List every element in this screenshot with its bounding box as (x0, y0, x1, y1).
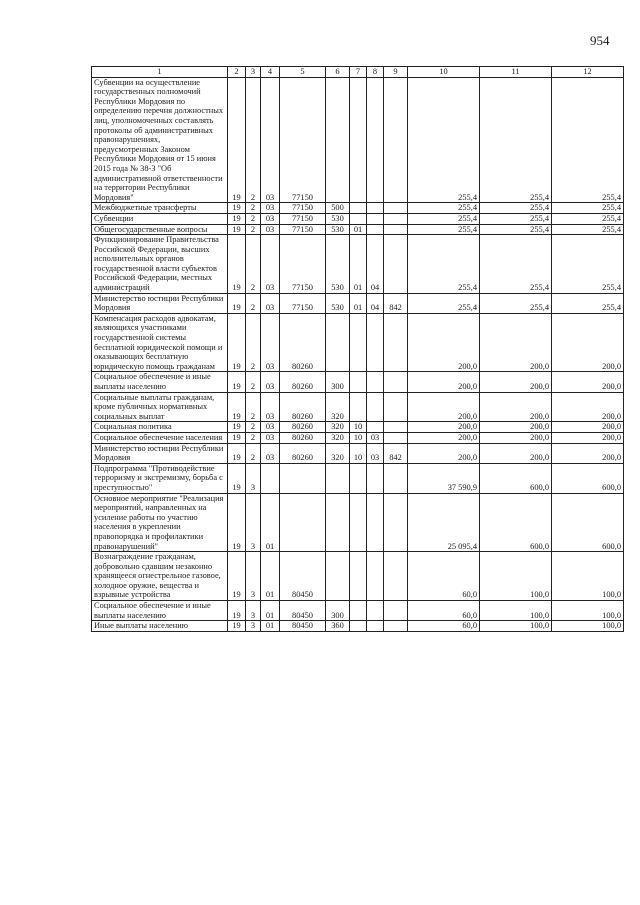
row-col-4: 03 (261, 313, 280, 372)
row-name: Социальная политика (92, 422, 228, 433)
row-col-2: 19 (228, 443, 246, 463)
row-col-9 (384, 432, 408, 443)
row-col-3: 2 (246, 203, 261, 214)
row-col-5: 80260 (280, 313, 326, 372)
row-col-4: 03 (261, 443, 280, 463)
row-amount-12: 200,0 (552, 422, 624, 433)
row-col-5: 80450 (280, 552, 326, 601)
table-row (92, 293, 624, 313)
row-col-5: 80260 (280, 443, 326, 463)
row-amount-10: 25 095,4 (408, 493, 480, 552)
row-col-9 (384, 493, 408, 552)
row-col-2: 19 (228, 601, 246, 621)
row-col-6: 500 (326, 203, 350, 214)
col-header-10: 10 (408, 67, 480, 78)
row-col-9 (384, 392, 408, 422)
row-col-8 (367, 213, 384, 224)
table-row (92, 552, 624, 601)
row-name: Социальное обеспечение и иные выплаты населению (92, 601, 228, 621)
row-col-7: 10 (350, 422, 367, 433)
row-col-2: 19 (228, 235, 246, 294)
row-col-3: 3 (246, 463, 261, 493)
row-col-8 (367, 224, 384, 235)
row-amount-11: 255,4 (480, 293, 552, 313)
row-col-2: 19 (228, 621, 246, 632)
row-col-4: 03 (261, 235, 280, 294)
table-row (92, 224, 624, 235)
col-header-3: 3 (246, 67, 261, 78)
row-col-9: 842 (384, 443, 408, 463)
row-col-7 (350, 77, 367, 203)
row-col-5: 80260 (280, 372, 326, 392)
row-amount-10: 255,4 (408, 293, 480, 313)
row-amount-11: 200,0 (480, 432, 552, 443)
row-amount-12: 100,0 (552, 601, 624, 621)
row-amount-10: 255,4 (408, 203, 480, 214)
row-amount-11: 255,4 (480, 213, 552, 224)
row-name: Министерство юстиции Республики Мордовия (92, 293, 228, 313)
row-col-8 (367, 372, 384, 392)
row-amount-11: 600,0 (480, 493, 552, 552)
row-col-2: 19 (228, 203, 246, 214)
table-row (92, 372, 624, 392)
row-amount-12: 200,0 (552, 443, 624, 463)
table-row (92, 392, 624, 422)
row-amount-10: 200,0 (408, 392, 480, 422)
row-amount-12: 255,4 (552, 224, 624, 235)
row-amount-12: 100,0 (552, 621, 624, 632)
row-col-6: 530 (326, 293, 350, 313)
row-col-8: 03 (367, 443, 384, 463)
row-name: Основное мероприятие "Реализация мероприятий, направленных на усиление работы по участию населения в укреплении правопорядка и профилактики правонарушений" (92, 493, 228, 552)
row-amount-11: 200,0 (480, 422, 552, 433)
col-header-5: 5 (280, 67, 326, 78)
row-col-5: 77150 (280, 77, 326, 203)
row-amount-10: 60,0 (408, 601, 480, 621)
col-header-6: 6 (326, 67, 350, 78)
row-col-4: 03 (261, 213, 280, 224)
row-col-8 (367, 621, 384, 632)
row-col-8 (367, 77, 384, 203)
row-amount-12: 200,0 (552, 372, 624, 392)
row-col-4: 03 (261, 372, 280, 392)
table-row (92, 213, 624, 224)
row-col-4: 03 (261, 422, 280, 433)
row-col-4 (261, 463, 280, 493)
row-col-3: 2 (246, 235, 261, 294)
row-col-3: 2 (246, 313, 261, 372)
row-col-5: 77150 (280, 224, 326, 235)
row-col-7 (350, 601, 367, 621)
row-col-8 (367, 203, 384, 214)
row-amount-11: 100,0 (480, 552, 552, 601)
row-amount-11: 255,4 (480, 203, 552, 214)
row-col-8: 04 (367, 235, 384, 294)
row-col-6 (326, 313, 350, 372)
row-col-3: 2 (246, 392, 261, 422)
row-col-9 (384, 313, 408, 372)
row-col-7 (350, 213, 367, 224)
row-amount-10: 255,4 (408, 235, 480, 294)
row-amount-10: 200,0 (408, 432, 480, 443)
row-amount-10: 200,0 (408, 443, 480, 463)
row-amount-11: 200,0 (480, 372, 552, 392)
table-row (92, 463, 624, 493)
row-amount-10: 60,0 (408, 621, 480, 632)
row-col-2: 19 (228, 392, 246, 422)
row-col-6: 530 (326, 213, 350, 224)
col-header-7: 7 (350, 67, 367, 78)
row-col-4: 03 (261, 224, 280, 235)
row-col-4: 01 (261, 621, 280, 632)
row-amount-12: 600,0 (552, 463, 624, 493)
col-header-8: 8 (367, 67, 384, 78)
row-col-8: 04 (367, 293, 384, 313)
row-col-9 (384, 224, 408, 235)
row-col-7: 01 (350, 224, 367, 235)
row-col-7 (350, 621, 367, 632)
row-col-2: 19 (228, 422, 246, 433)
row-amount-10: 37 590,9 (408, 463, 480, 493)
row-amount-11: 100,0 (480, 621, 552, 632)
row-col-6: 320 (326, 392, 350, 422)
row-amount-11: 100,0 (480, 601, 552, 621)
table-row (92, 77, 624, 203)
row-col-5: 80450 (280, 601, 326, 621)
row-col-4: 03 (261, 432, 280, 443)
row-amount-12: 255,4 (552, 235, 624, 294)
row-amount-12: 255,4 (552, 203, 624, 214)
row-col-3: 3 (246, 493, 261, 552)
row-col-3: 3 (246, 601, 261, 621)
row-col-5: 80450 (280, 621, 326, 632)
row-col-7 (350, 372, 367, 392)
row-col-7 (350, 493, 367, 552)
page-number: 954 (590, 33, 610, 48)
row-amount-10: 200,0 (408, 313, 480, 372)
col-header-4: 4 (261, 67, 280, 78)
row-col-6 (326, 463, 350, 493)
row-col-2: 19 (228, 463, 246, 493)
row-col-3: 3 (246, 621, 261, 632)
row-name: Межбюджетные трансферты (92, 203, 228, 214)
row-col-9 (384, 77, 408, 203)
row-col-5 (280, 493, 326, 552)
row-name: Функционирование Правительства Российской Федерации, высших исполнительных органов государственной власти субъектов Российской Федерации, местных администраций (92, 235, 228, 294)
budget-table (91, 66, 624, 632)
row-amount-10: 60,0 (408, 552, 480, 601)
row-col-8 (367, 422, 384, 433)
row-amount-12: 200,0 (552, 313, 624, 372)
row-amount-11: 255,4 (480, 224, 552, 235)
table-row (92, 493, 624, 552)
row-amount-12: 200,0 (552, 392, 624, 422)
row-col-4: 01 (261, 552, 280, 601)
row-col-4: 01 (261, 493, 280, 552)
row-col-7 (350, 313, 367, 372)
row-name: Компенсация расходов адвокатам, являющихся участниками государственной системы бесплатной юридической помощи и оказывающих бесплатную юридическую помощь гражданам (92, 313, 228, 372)
row-col-4: 03 (261, 293, 280, 313)
row-col-3: 2 (246, 443, 261, 463)
row-col-9 (384, 372, 408, 392)
row-amount-12: 255,4 (552, 213, 624, 224)
row-amount-10: 255,4 (408, 213, 480, 224)
table-row (92, 203, 624, 214)
row-col-3: 2 (246, 432, 261, 443)
row-col-2: 19 (228, 552, 246, 601)
row-col-4: 03 (261, 77, 280, 203)
row-name: Социальное обеспечение и иные выплаты населению (92, 372, 228, 392)
table-row (92, 235, 624, 294)
row-amount-12: 255,4 (552, 293, 624, 313)
row-col-7 (350, 392, 367, 422)
row-col-3: 2 (246, 213, 261, 224)
row-col-2: 19 (228, 213, 246, 224)
table-row (92, 601, 624, 621)
col-header-2: 2 (228, 67, 246, 78)
row-col-3: 3 (246, 552, 261, 601)
row-col-7 (350, 463, 367, 493)
row-col-9: 842 (384, 293, 408, 313)
table-row (92, 621, 624, 632)
table-row (92, 432, 624, 443)
row-name: Иные выплаты населению (92, 621, 228, 632)
row-col-3: 2 (246, 422, 261, 433)
row-col-4: 01 (261, 601, 280, 621)
col-header-11: 11 (480, 67, 552, 78)
row-col-7: 01 (350, 235, 367, 294)
row-col-2: 19 (228, 432, 246, 443)
row-amount-10: 255,4 (408, 224, 480, 235)
table-row (92, 443, 624, 463)
row-amount-11: 200,0 (480, 443, 552, 463)
row-col-3: 2 (246, 224, 261, 235)
row-col-9 (384, 621, 408, 632)
row-col-4: 03 (261, 392, 280, 422)
row-col-8 (367, 392, 384, 422)
row-col-5: 77150 (280, 213, 326, 224)
row-col-3: 2 (246, 77, 261, 203)
row-amount-12: 200,0 (552, 432, 624, 443)
row-col-7 (350, 552, 367, 601)
row-col-6: 320 (326, 432, 350, 443)
row-col-7 (350, 203, 367, 214)
row-col-5: 77150 (280, 293, 326, 313)
row-col-5: 77150 (280, 235, 326, 294)
row-col-6 (326, 493, 350, 552)
row-col-5: 80260 (280, 422, 326, 433)
row-col-2: 19 (228, 293, 246, 313)
row-col-9 (384, 463, 408, 493)
row-amount-11: 200,0 (480, 313, 552, 372)
row-col-5: 80260 (280, 432, 326, 443)
row-col-2: 19 (228, 224, 246, 235)
row-col-9 (384, 601, 408, 621)
row-amount-11: 255,4 (480, 235, 552, 294)
row-col-6: 530 (326, 235, 350, 294)
row-col-3: 2 (246, 372, 261, 392)
row-col-6: 320 (326, 443, 350, 463)
row-name: Социальное обеспечение населения (92, 432, 228, 443)
row-col-7: 01 (350, 293, 367, 313)
row-col-6: 530 (326, 224, 350, 235)
col-header-1: 1 (92, 67, 228, 78)
row-col-9 (384, 422, 408, 433)
row-col-8 (367, 313, 384, 372)
row-col-8: 03 (367, 432, 384, 443)
row-col-9 (384, 235, 408, 294)
row-col-9 (384, 203, 408, 214)
row-name: Субвенции (92, 213, 228, 224)
row-col-6: 300 (326, 601, 350, 621)
row-col-3: 2 (246, 293, 261, 313)
row-col-5 (280, 463, 326, 493)
row-amount-11: 600,0 (480, 463, 552, 493)
row-col-7: 10 (350, 432, 367, 443)
row-col-6: 360 (326, 621, 350, 632)
row-amount-12: 600,0 (552, 493, 624, 552)
row-col-2: 19 (228, 372, 246, 392)
row-col-6: 320 (326, 422, 350, 433)
row-col-8 (367, 463, 384, 493)
row-amount-12: 100,0 (552, 552, 624, 601)
row-col-6: 300 (326, 372, 350, 392)
row-col-6 (326, 552, 350, 601)
row-col-2: 19 (228, 493, 246, 552)
row-col-9 (384, 213, 408, 224)
row-col-9 (384, 552, 408, 601)
row-col-8 (367, 601, 384, 621)
col-header-12: 12 (552, 67, 624, 78)
row-name: Подпрограмма "Противодействие терроризму и экстремизму, борьба с преступностью" (92, 463, 228, 493)
row-amount-10: 255,4 (408, 77, 480, 203)
table-body (92, 77, 624, 631)
row-amount-10: 200,0 (408, 422, 480, 433)
row-name: Вознаграждение гражданам, добровольно сдавшим незаконно хранящееся огнестрельное газовое, холодное оружие, вещества и взрывные устройства (92, 552, 228, 601)
row-col-8 (367, 493, 384, 552)
row-col-6 (326, 77, 350, 203)
row-name: Социальные выплаты гражданам, кроме публичных нормативных социальных выплат (92, 392, 228, 422)
row-amount-11: 200,0 (480, 392, 552, 422)
row-col-4: 03 (261, 203, 280, 214)
row-amount-11: 255,4 (480, 77, 552, 203)
row-name: Субвенции на осуществление государственных полномочий Республики Мордовия по определению перечня должностных лиц, уполномоченных составлять протоколы об административных правонарушениях, предусмотренных Законом Республики Мордовия от 15 июня 2015 года № 38-З "Об административной ответственности на территории Республики Мордовия" (92, 77, 228, 203)
row-amount-10: 200,0 (408, 372, 480, 392)
row-col-2: 19 (228, 313, 246, 372)
row-col-5: 80260 (280, 392, 326, 422)
table-row (92, 313, 624, 372)
table-row (92, 422, 624, 433)
row-col-2: 19 (228, 77, 246, 203)
row-name: Министерство юстиции Республики Мордовия (92, 443, 228, 463)
row-col-5: 77150 (280, 203, 326, 214)
row-amount-12: 255,4 (552, 77, 624, 203)
col-header-9: 9 (384, 67, 408, 78)
row-col-7: 10 (350, 443, 367, 463)
row-col-8 (367, 552, 384, 601)
row-name: Общегосударственные вопросы (92, 224, 228, 235)
header-row (92, 67, 624, 78)
